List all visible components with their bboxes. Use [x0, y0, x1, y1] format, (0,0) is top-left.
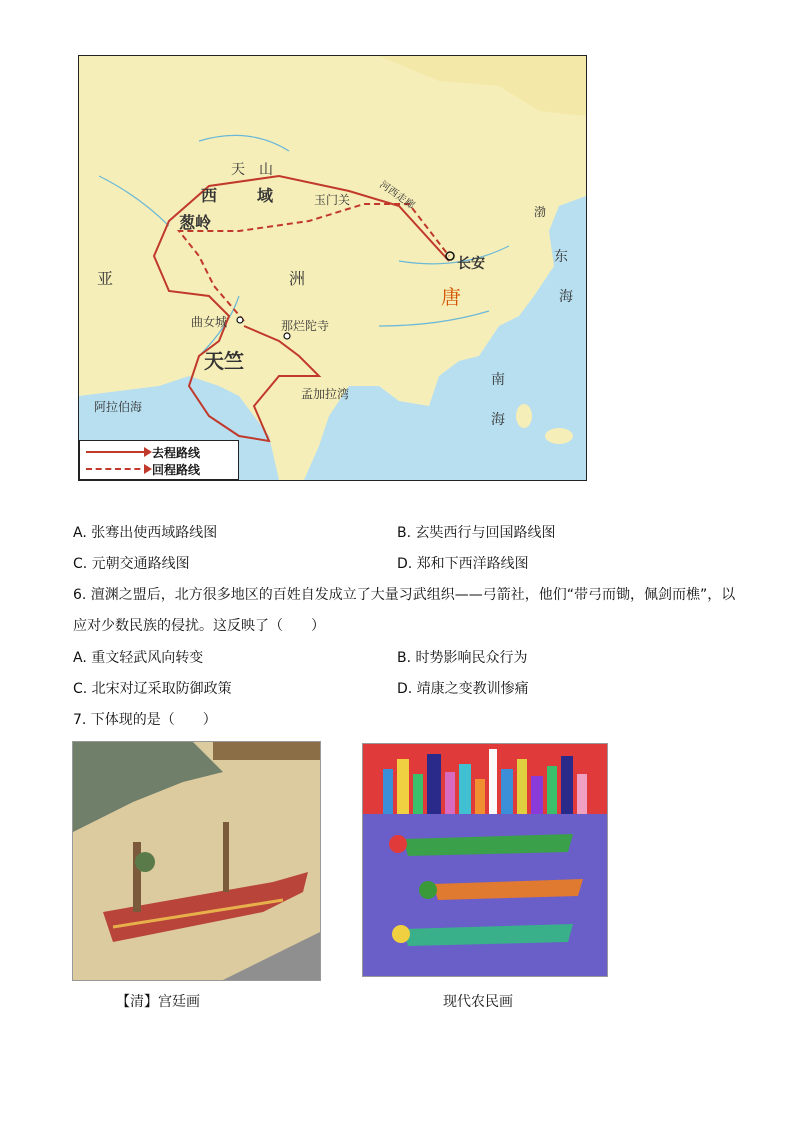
legend-return-label: 回程路线	[152, 462, 201, 477]
label-hai-south: 海	[491, 412, 505, 428]
q6-option-d: D. 靖康之变教训惨痛	[397, 681, 529, 697]
q6-option-b: B. 时势影响民众行为	[397, 650, 528, 666]
label-yumenguan: 玉门关	[314, 193, 351, 207]
label-ya: 亚	[97, 269, 114, 288]
q6-option-c: C. 北宋对辽采取防御政策	[73, 681, 232, 697]
q5-option-a: A. 张骞出使西域路线图	[73, 525, 218, 541]
label-changan: 长安	[457, 256, 485, 272]
map-graphic	[79, 56, 586, 480]
caption-qing-painting: 【清】宫廷画	[116, 994, 200, 1010]
route-map	[78, 55, 587, 481]
solid-line-icon	[86, 451, 150, 453]
legend-outbound-label: 去程路线	[152, 445, 201, 460]
label-arabian: 阿拉伯海	[94, 400, 143, 414]
label-nan: 南	[491, 372, 505, 388]
label-bo: 渤	[534, 205, 547, 219]
dashed-line-icon	[86, 468, 150, 470]
label-congling: 葱岭	[179, 213, 212, 232]
qunu-marker	[237, 317, 243, 323]
q5-option-b: B. 玄奘西行与回国路线图	[397, 525, 556, 541]
q7-stem: 7. 下体现的是（ ）	[73, 712, 217, 728]
label-nalanda: 那烂陀寺	[281, 319, 330, 333]
legend-outbound	[86, 444, 200, 460]
label-zhou: 洲	[289, 269, 306, 288]
label-tianshan: 天 山	[231, 162, 273, 178]
modern-farmer-painting	[362, 743, 608, 977]
q6-stem-line1: 6. 澶渊之盟后，北方很多地区的百姓自发成立了大量习武组织——弓箭社，他们“带弓而锄，佩剑而樵”，以	[73, 587, 736, 603]
q6-option-a: A. 重文轻武风向转变	[73, 650, 204, 666]
q5-option-d: D. 郑和下西洋路线图	[397, 556, 529, 572]
label-tang: 唐	[441, 285, 461, 309]
label-bay: 孟加拉湾	[301, 387, 350, 401]
map-legend	[79, 440, 239, 480]
land-mass	[79, 56, 586, 480]
label-tianzhu: 天竺	[204, 349, 244, 373]
nalanda-marker	[284, 333, 290, 339]
qing-court-painting	[72, 741, 321, 981]
q6-stem-line2: 应对少数民族的侵扰。这反映了（ ）	[73, 618, 325, 634]
label-xi: 西	[201, 186, 218, 205]
label-yu: 域	[257, 186, 274, 205]
label-hexi: 河西走廊	[377, 179, 417, 212]
q5-option-c: C. 元朝交通路线图	[73, 556, 190, 572]
label-dong: 东	[554, 249, 568, 265]
caption-farmer-painting: 现代农民画	[443, 994, 513, 1010]
legend-return	[86, 461, 200, 477]
label-qunu: 曲女城	[191, 315, 228, 329]
label-hai-east: 海	[559, 289, 573, 305]
